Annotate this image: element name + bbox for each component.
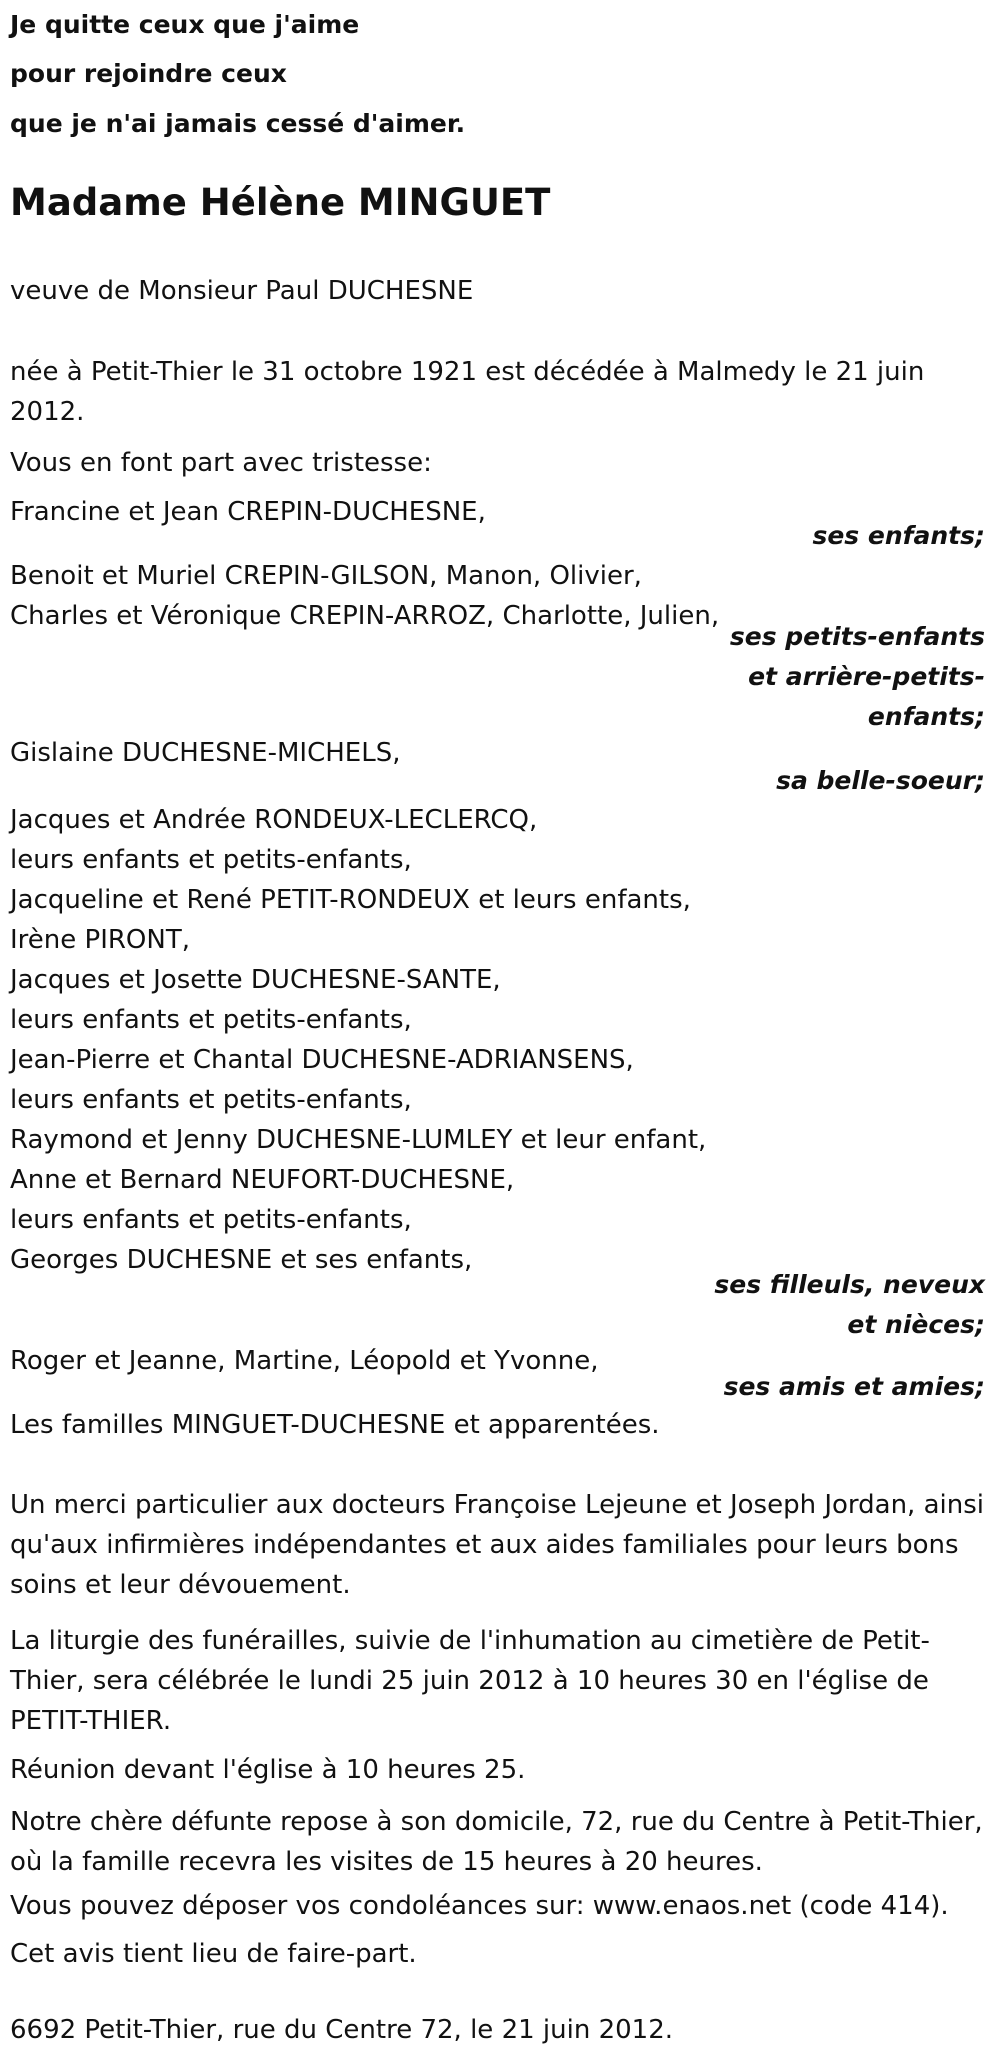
grandchildren-line: Charles et Véronique CREPIN-ARROZ, Charlotte, Julien,	[10, 601, 720, 631]
sister-in-law-name: Gislaine DUCHESNE-MICHELS,	[10, 738, 401, 768]
children-names: Francine et Jean CREPIN-DUCHESNE,	[10, 497, 486, 527]
thanks-paragraph: Un merci particulier aux docteurs Françoise Lejeune et Joseph Jordan, ainsi qu'aux infirmières indépendantes et aux aides familiales pour leurs bons soins et leur dévouement.	[10, 1490, 984, 1600]
grandchildren-names	[10, 556, 719, 636]
widow-line: veuve de Monsieur Paul DUCHESNE	[10, 276, 474, 306]
godchildren-line: Jacqueline et René PETIT-RONDEUX et leurs enfants,	[10, 885, 691, 915]
godchildren-line: leurs enfants et petits-enfants,	[10, 1085, 412, 1115]
godchildren-role	[714, 1265, 985, 1345]
deceased-name: Madame Hélène MINGUET	[10, 181, 551, 224]
notice-line: Cet avis tient lieu de faire-part.	[10, 1939, 417, 1969]
godchildren-role-line: et nièces;	[847, 1310, 985, 1339]
birth-death-line: née à Petit-Thier le 31 octobre 1921 est décédée à Malmedy le 21 juin 2012.	[10, 357, 925, 427]
godchildren-line: leurs enfants et petits-enfants,	[10, 1205, 412, 1235]
footer-address: 6692 Petit-Thier, rue du Centre 72, le 21 juin 2012.	[10, 2015, 674, 2045]
liturgy-paragraph: La liturgie des funérailles, suivie de l'inhumation au cimetière de Petit-Thier, sera célébrée le lundi 25 juin 2012 à 10 heures 30 en l'église de PETIT-THIER.	[10, 1626, 930, 1736]
poem-line-1: Je quitte ceux que j'aime	[10, 10, 360, 39]
godchildren-names	[10, 800, 706, 1280]
sister-in-law-role: sa belle-soeur;	[776, 766, 985, 795]
godchildren-role-line: ses filleuls, neveux	[714, 1270, 985, 1299]
godchildren-line: Jacques et Andrée RONDEUX-LECLERCQ,	[10, 805, 538, 835]
friends-names: Roger et Jeanne, Martine, Léopold et Yvonne,	[10, 1346, 599, 1376]
godchildren-line: Jean-Pierre et Chantal DUCHESNE-ADRIANSENS,	[10, 1045, 634, 1075]
poem-line-2: pour rejoindre ceux	[10, 59, 287, 88]
godchildren-line: leurs enfants et petits-enfants,	[10, 845, 412, 875]
grandchildren-role	[730, 617, 985, 737]
godchildren-line: Anne et Bernard NEUFORT-DUCHESNE,	[10, 1165, 515, 1195]
grandchildren-role-line: et arrière-petits-	[748, 662, 985, 691]
announcement-line: Vous en font part avec tristesse:	[10, 448, 432, 478]
grandchildren-role-line: ses petits-enfants	[729, 622, 985, 651]
godchildren-line: Georges DUCHESNE et ses enfants,	[10, 1245, 473, 1275]
godchildren-line: Irène PIRONT,	[10, 925, 190, 955]
meeting-line: Réunion devant l'église à 10 heures 25.	[10, 1755, 526, 1785]
grandchildren-line: Benoit et Muriel CREPIN-GILSON, Manon, Olivier,	[10, 561, 642, 591]
godchildren-line: Jacques et Josette DUCHESNE-SANTE,	[10, 965, 501, 995]
friends-role: ses amis et amies;	[723, 1372, 985, 1401]
godchildren-line: leurs enfants et petits-enfants,	[10, 1005, 412, 1035]
poem-line-3: que je n'ai jamais cessé d'aimer.	[10, 109, 466, 138]
godchildren-line: Raymond et Jenny DUCHESNE-LUMLEY et leur enfant,	[10, 1125, 707, 1155]
children-role: ses enfants;	[812, 521, 985, 550]
rest-paragraph: Notre chère défunte repose à son domicile, 72, rue du Centre à Petit-Thier, où la famille recevra les visites de 15 heures à 20 heures.	[10, 1807, 983, 1877]
condolences-line: Vous pouvez déposer vos condoléances sur: www.enaos.net (code 414).	[10, 1891, 949, 1921]
families-line: Les familles MINGUET-DUCHESNE et apparentées.	[10, 1410, 660, 1440]
grandchildren-role-line: enfants;	[867, 702, 985, 731]
